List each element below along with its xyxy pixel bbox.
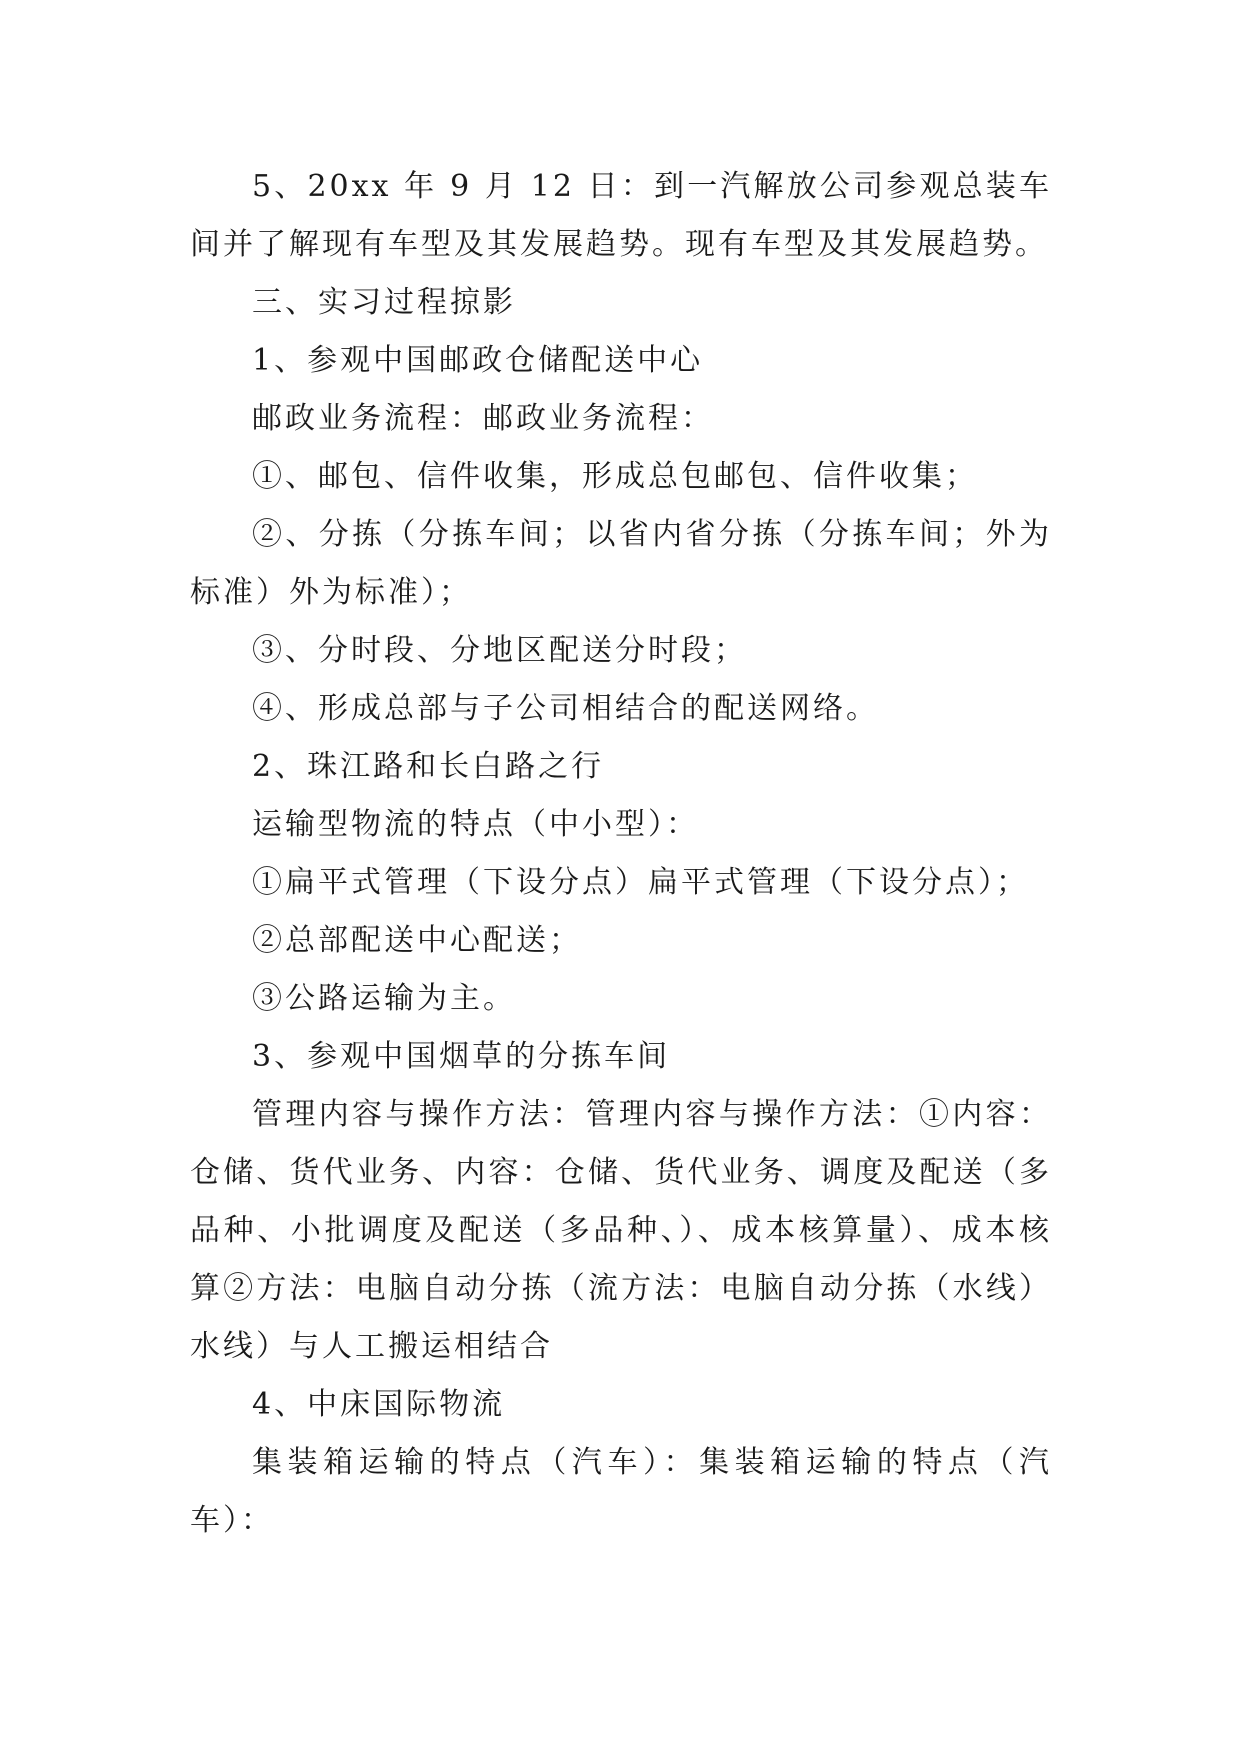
list-item-transport-3: ③公路运输为主。: [252, 981, 516, 1016]
document-body: [190, 158, 1052, 1550]
subheading-zhongchuang-logistics: 4、中床国际物流: [252, 1387, 506, 1422]
subheading-zhujiang-changbai: 2、珠江路和长白路之行: [252, 749, 605, 784]
paragraph-postal-process: 邮政业务流程：邮政业务流程：: [252, 401, 714, 436]
paragraph-transport-logistics: 运输型物流的特点（中小型）：: [252, 807, 699, 842]
list-item-postal-3: ③、分时段、分地区配送分时段；: [252, 633, 747, 668]
section-heading-internship-process: 三、实习过程掠影: [252, 285, 516, 320]
list-item-postal-2: ②、分拣（分拣车间；以省内省分拣（分拣车间；外为标准）外为标准）；: [190, 517, 1052, 610]
paragraph-visit-faw: 5、20xx 年 9 月 12 日：到一汽解放公司参观总装车间并了解现有车型及其发展趋势。现有车型及其发展趋势。: [190, 169, 1052, 262]
list-item-postal-1: ①、邮包、信件收集，形成总包邮包、信件收集；: [252, 459, 978, 494]
paragraph-management-methods: 管理内容与操作方法：管理内容与操作方法：①内容：仓储、货代业务、内容：仓储、货代业务、调度及配送（多品种、小批调度及配送（多品种、）、成本核算量）、成本核算②方法：电脑自动分拣（流方法：电脑自动分拣（水线）水线）与人工搬运相结合: [190, 1097, 1052, 1364]
subheading-china-tobacco: 3、参观中国烟草的分拣车间: [252, 1039, 671, 1074]
list-item-transport-2: ②总部配送中心配送；: [252, 923, 582, 958]
list-item-transport-1: ①扁平式管理（下设分点）扁平式管理（下设分点）；: [252, 865, 1029, 900]
paragraph-container-transport: 集装箱运输的特点（汽车）：集装箱运输的特点（汽车）：: [190, 1445, 1052, 1538]
subheading-china-post: 1、参观中国邮政仓储配送中心: [252, 343, 704, 378]
list-item-postal-4: ④、形成总部与子公司相结合的配送网络。: [252, 691, 879, 726]
